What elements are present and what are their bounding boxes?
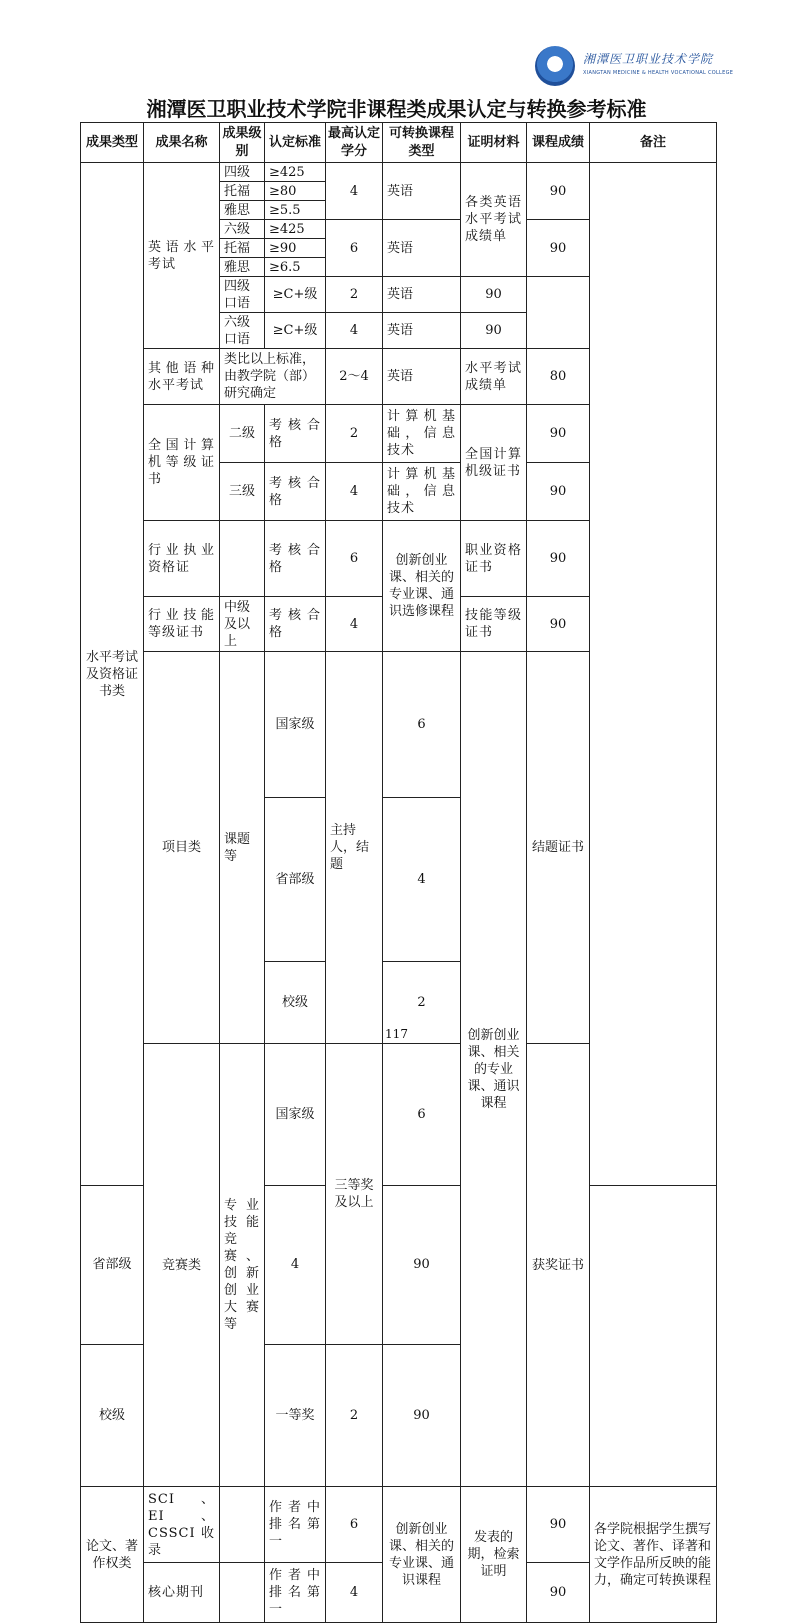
achievement-name: 全国计算机等级证书 bbox=[144, 405, 220, 521]
standards-table bbox=[80, 122, 717, 1623]
proof-cell: 技能等级证书 bbox=[461, 597, 527, 652]
score-cell: 90 bbox=[527, 463, 590, 521]
score-cell: 90 bbox=[461, 313, 527, 349]
score-cell: 90 bbox=[527, 1563, 590, 1623]
note-cell: 各学院根据学生撰写论文、著作、译著和文学作品所反映的能力，确定可转换课程 bbox=[590, 1487, 717, 1623]
level-cell: 省部级 bbox=[81, 1186, 144, 1344]
achievement-name: SCI、EI、CSSCI收录 bbox=[144, 1487, 220, 1563]
college-logo bbox=[535, 46, 734, 90]
header-level: 成果级别 bbox=[220, 123, 265, 163]
level-cell: 雅思 bbox=[220, 258, 265, 277]
course-cell: 创新创业课、相关的专业课、通识课程 bbox=[461, 652, 527, 1487]
achievement-name: 专业技能竞赛、创新创业大赛等 bbox=[220, 1044, 265, 1487]
standard-cell: ≥90 bbox=[265, 239, 326, 258]
credit-cell: 4 bbox=[326, 1563, 383, 1623]
standard-cell: ≥6.5 bbox=[265, 258, 326, 277]
credit-cell: 4 bbox=[326, 597, 383, 652]
standard-cell: ≥5.5 bbox=[265, 201, 326, 220]
level-cell: 托福 bbox=[220, 182, 265, 201]
level-cell bbox=[220, 1487, 265, 1563]
credit-cell: 4 bbox=[326, 463, 383, 521]
standard-cell: 主持人，结题 bbox=[326, 652, 383, 1044]
level-cell: 雅思 bbox=[220, 201, 265, 220]
header-type: 成果类型 bbox=[81, 123, 144, 163]
credit-cell: 6 bbox=[326, 220, 383, 277]
standard-cell: 作者中排名第一 bbox=[265, 1563, 326, 1623]
achievement-name: 核心期刊 bbox=[144, 1563, 220, 1623]
proof-cell: 获奖证书 bbox=[527, 1044, 590, 1487]
level-cell: 校级 bbox=[81, 1344, 144, 1486]
standard-cell: ≥425 bbox=[265, 163, 326, 182]
course-cell: 英语 bbox=[383, 313, 461, 349]
credit-cell: 4 bbox=[265, 1186, 326, 1344]
credit-cell: 2 bbox=[326, 1344, 383, 1486]
level-cell: 中级及以上 bbox=[220, 597, 265, 652]
page-title: 湘潭医卫职业技术学院非课程类成果认定与转换参考标准 bbox=[146, 97, 647, 121]
level-cell: 校级 bbox=[265, 961, 326, 1043]
credit-cell: 2～4 bbox=[326, 349, 383, 405]
achievement-name: 其他语种水平考试 bbox=[144, 349, 220, 405]
standard-cell: ≥C+级 bbox=[265, 277, 326, 313]
standard-cell: 考核合格 bbox=[265, 521, 326, 597]
level-cell: 四级 bbox=[220, 163, 265, 182]
score-cell: 80 bbox=[527, 349, 590, 405]
header-name: 成果名称 bbox=[144, 123, 220, 163]
proof-cell: 结题证书 bbox=[527, 652, 590, 1044]
college-emblem-icon bbox=[535, 46, 575, 86]
level-cell: 三级 bbox=[220, 463, 265, 521]
header-score: 课程成绩 bbox=[527, 123, 590, 163]
logo-name: 湘潭医卫职业技术学院 bbox=[583, 52, 714, 66]
category-type: 水平考试及资格证书类 bbox=[81, 163, 144, 1186]
score-cell: 90 bbox=[527, 163, 590, 220]
level-cell: 国家级 bbox=[265, 652, 326, 798]
header-credit: 最高认定学分 bbox=[326, 123, 383, 163]
achievement-name: 行业技能等级证书 bbox=[144, 597, 220, 652]
course-cell: 英语 bbox=[383, 277, 461, 313]
score-cell: 90 bbox=[383, 1344, 461, 1486]
level-cell: 四级口语 bbox=[220, 277, 265, 313]
course-cell: 计算机基础，信息技术 bbox=[383, 463, 461, 521]
level-cell bbox=[220, 521, 265, 597]
table-row bbox=[81, 1487, 717, 1563]
credit-cell: 2 bbox=[326, 277, 383, 313]
standard-cell: 三等奖及以上 bbox=[326, 1044, 383, 1345]
level-cell: 二级 bbox=[220, 405, 265, 463]
score-cell: 90 bbox=[527, 405, 590, 463]
level-cell: 托福 bbox=[220, 239, 265, 258]
proof-cell: 全国计算机级证书 bbox=[461, 405, 527, 521]
score-cell: 90 bbox=[527, 521, 590, 597]
category-type: 论文、著作权类 bbox=[81, 1487, 144, 1623]
proof-cell: 发表的期，检索证明 bbox=[461, 1487, 527, 1623]
credit-cell: 6 bbox=[383, 652, 461, 798]
score-cell: 90 bbox=[527, 1487, 590, 1563]
score-cell: 90 bbox=[461, 277, 527, 313]
standard-cell: 一等奖 bbox=[265, 1344, 326, 1486]
credit-cell: 6 bbox=[326, 1487, 383, 1563]
standard-cell: ≥80 bbox=[265, 182, 326, 201]
category-type: 竞赛类 bbox=[144, 1044, 220, 1487]
credit-cell: 2 bbox=[326, 405, 383, 463]
standard-cell: 考核合格 bbox=[265, 463, 326, 521]
achievement-name: 英语水平考试 bbox=[144, 163, 220, 349]
standard-cell: ≥425 bbox=[265, 220, 326, 239]
category-type: 项目类 bbox=[144, 652, 220, 1044]
level-cell: 六级口语 bbox=[220, 313, 265, 349]
header-row bbox=[81, 123, 717, 163]
standard-cell: ≥C+级 bbox=[265, 313, 326, 349]
credit-cell: 4 bbox=[383, 797, 461, 961]
credit-cell: 4 bbox=[326, 163, 383, 220]
level-cell: 国家级 bbox=[265, 1044, 326, 1186]
credit-cell: 6 bbox=[326, 521, 383, 597]
course-cell: 英语 bbox=[383, 220, 461, 277]
level-cell: 省部级 bbox=[265, 797, 326, 961]
course-cell: 英语 bbox=[383, 349, 461, 405]
proof-cell: 职业资格证书 bbox=[461, 521, 527, 597]
standard-cell: 考核合格 bbox=[265, 405, 326, 463]
achievement-name: 课题等 bbox=[220, 652, 265, 1044]
level-cell: 六级 bbox=[220, 220, 265, 239]
proof-cell: 各类英语水平考试成绩单 bbox=[461, 163, 527, 277]
score-cell: 90 bbox=[527, 597, 590, 652]
standard-cell: 作者中排名第一 bbox=[265, 1487, 326, 1563]
credit-cell: 2 bbox=[383, 961, 461, 1043]
header-proof: 证明材料 bbox=[461, 123, 527, 163]
score-cell: 90 bbox=[527, 220, 590, 277]
level-cell bbox=[220, 1563, 265, 1623]
course-cell: 英语 bbox=[383, 163, 461, 220]
course-cell: 计算机基础，信息技术 bbox=[383, 405, 461, 463]
course-cell: 创新创业课、相关的专业课、通识选修课程 bbox=[383, 521, 461, 652]
logo-english: XIANGTAN MEDICINE & HEALTH VOCATIONAL COLLEGE bbox=[583, 70, 734, 76]
page-number: 117 bbox=[385, 1027, 408, 1041]
credit-cell: 4 bbox=[326, 313, 383, 349]
standard-cell: 类比以上标准，由教学院（部）研究确定 bbox=[220, 349, 326, 405]
header-standard: 认定标准 bbox=[265, 123, 326, 163]
proof-cell: 水平考试成绩单 bbox=[461, 349, 527, 405]
header-course: 可转换课程类型 bbox=[383, 123, 461, 163]
table-row bbox=[81, 163, 717, 182]
header-note: 备注 bbox=[590, 123, 717, 163]
course-cell: 创新创业课、相关的专业课、通识课程 bbox=[383, 1487, 461, 1623]
achievement-name: 行业执业资格证 bbox=[144, 521, 220, 597]
score-cell: 90 bbox=[383, 1186, 461, 1344]
credit-cell: 6 bbox=[383, 1044, 461, 1186]
standard-cell: 考核合格 bbox=[265, 597, 326, 652]
